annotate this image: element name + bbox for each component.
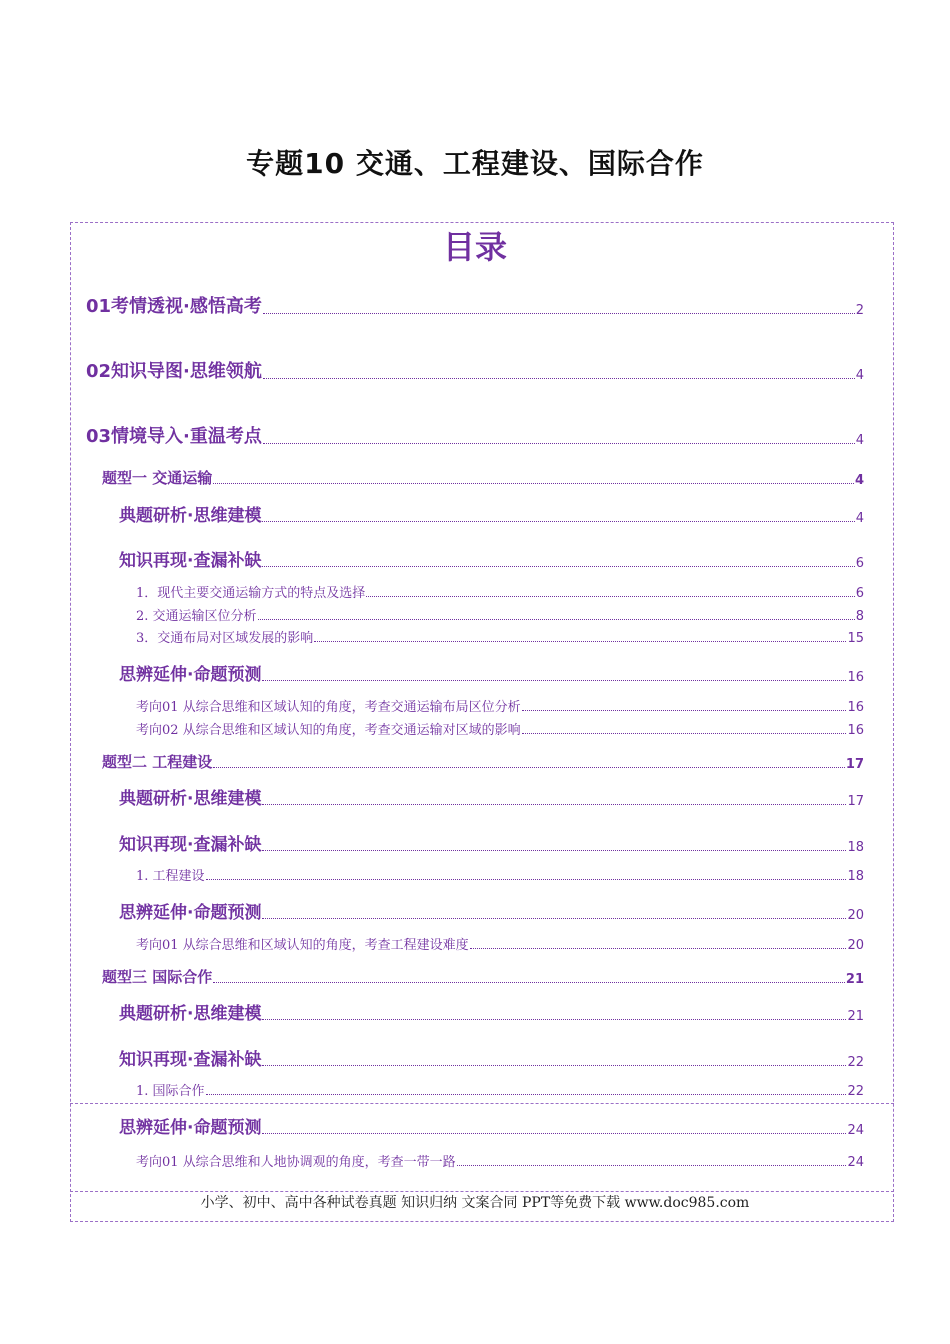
toc-entry[interactable] (102, 751, 864, 772)
toc-leader (457, 1165, 847, 1166)
toc-entry-label: 01考情透视·感悟高考 (86, 296, 262, 317)
page-title: 专题10 交通、工程建设、国际合作 (246, 147, 704, 180)
toc-leader (263, 313, 855, 314)
toc-entry[interactable] (119, 830, 864, 855)
toc-entry[interactable] (136, 627, 864, 646)
toc-entry[interactable] (136, 582, 864, 601)
toc-entry-label: 典题研析·思维建模 (119, 506, 262, 526)
toc-leader (470, 948, 847, 949)
toc-entry-label: 3．交通布局对区域发展的影响 (136, 631, 314, 646)
toc-entry-label: 1．现代主要交通运输方式的特点及选择 (136, 586, 366, 601)
toc-entry-label: 1. 国际合作 (136, 1084, 205, 1099)
toc-entry[interactable] (119, 784, 864, 809)
toc-entry-page: 18 (847, 869, 864, 884)
toc-entry[interactable] (136, 865, 864, 884)
toc-leader (263, 378, 855, 379)
toc-entry-label: 思辨延伸·命题预测 (119, 1118, 262, 1138)
toc-leader (258, 619, 855, 620)
toc-leader (366, 596, 854, 597)
toc-leader (314, 641, 846, 642)
toc-entry[interactable] (119, 999, 864, 1024)
toc-entry-page: 15 (847, 631, 864, 646)
toc-entry-page: 6 (855, 586, 864, 601)
toc-heading: 目录 (442, 228, 507, 266)
toc-entry[interactable] (86, 422, 864, 448)
toc-entry-label: 思辨延伸·命题预测 (119, 665, 262, 685)
toc-entry[interactable] (136, 605, 864, 624)
toc-entry[interactable] (119, 501, 864, 526)
toc-entry-label: 典题研析·思维建模 (119, 1004, 262, 1024)
toc-entry-page: 20 (847, 938, 864, 953)
toc-entry-label: 知识再现·查漏补缺 (119, 551, 262, 571)
toc-leader (213, 982, 845, 983)
toc-entry-label: 典题研析·思维建模 (119, 789, 262, 809)
toc-entry-label: 题型一 交通运输 (102, 469, 213, 487)
toc-entry-page: 18 (847, 840, 864, 855)
toc-entry[interactable] (119, 1113, 864, 1138)
toc-entry-page: 21 (845, 972, 864, 987)
toc-entry[interactable] (119, 898, 864, 923)
toc-leader (262, 680, 846, 681)
toc-entry-page: 22 (847, 1084, 864, 1099)
toc-entry-label: 知识再现·查漏补缺 (119, 835, 262, 855)
toc-entry[interactable] (136, 934, 864, 953)
toc-entry-label: 题型二 工程建设 (102, 753, 213, 771)
footer-banner: 小学、初中、高中各种试卷真题 知识归纳 文案合同 PPT等免费下载 www.doc985.com (200, 1195, 750, 1211)
toc-entry-page: 2 (855, 303, 864, 318)
toc-entry-label: 1. 工程建设 (136, 869, 205, 884)
toc-entry-page: 8 (855, 609, 864, 624)
toc-entry[interactable] (119, 546, 864, 571)
toc-entry-page: 6 (855, 556, 864, 571)
toc-leader (213, 767, 845, 768)
toc-entry-label: 考向01 从综合思维和区域认知的角度，考查工程建设难度 (136, 938, 469, 953)
toc-entry-page: 4 (854, 473, 864, 488)
toc-entry-page: 17 (845, 757, 864, 772)
toc-entry-page: 16 (847, 670, 864, 685)
toc-leader (213, 483, 854, 484)
toc-leader (262, 1133, 846, 1134)
toc-entry-page: 20 (847, 908, 864, 923)
toc-entry-page: 4 (855, 368, 864, 383)
toc-leader (262, 1019, 846, 1020)
toc-leader (206, 879, 847, 880)
toc-entry[interactable] (136, 1080, 864, 1099)
toc-entry[interactable] (86, 292, 864, 318)
toc-entry-label: 思辨延伸·命题预测 (119, 903, 262, 923)
toc-entry-page: 24 (847, 1123, 864, 1138)
toc-entry[interactable] (119, 660, 864, 685)
toc-leader (206, 1094, 847, 1095)
toc-entry[interactable] (86, 357, 864, 383)
toc-entry-page: 22 (847, 1055, 864, 1070)
toc-leader (262, 566, 854, 567)
toc-entry[interactable] (102, 966, 864, 987)
toc-entry-label: 2. 交通运输区位分析 (136, 609, 257, 624)
toc-leader (263, 443, 855, 444)
toc-leader (522, 733, 847, 734)
toc-entry-label: 03情境导入·重温考点 (86, 426, 262, 447)
toc-entry[interactable] (119, 1045, 864, 1070)
toc-leader (262, 850, 846, 851)
toc-entry-page: 4 (855, 511, 864, 526)
toc-entry-label: 题型三 国际合作 (102, 968, 213, 986)
toc-entry-page: 24 (847, 1155, 864, 1170)
toc-leader (262, 521, 854, 522)
toc-leader (262, 1065, 846, 1066)
toc-entry[interactable] (136, 696, 864, 715)
toc-entry-label: 考向01 从综合思维和人地协调观的角度，考查一带一路 (136, 1155, 456, 1170)
toc-entry-page: 17 (847, 794, 864, 809)
toc-entry[interactable] (136, 1151, 864, 1170)
toc-entry-label: 知识再现·查漏补缺 (119, 1050, 262, 1070)
toc-entry[interactable] (102, 467, 864, 488)
toc-entry-label: 02知识导图·思维领航 (86, 361, 262, 382)
toc-entry-label: 考向02 从综合思维和区域认知的角度，考查交通运输对区域的影响 (136, 723, 521, 738)
toc-leader (262, 918, 846, 919)
toc-leader (522, 710, 847, 711)
toc-entry-page: 16 (847, 700, 864, 715)
toc-entry-page: 21 (847, 1009, 864, 1024)
toc-entry-page: 16 (847, 723, 864, 738)
toc-entry-page: 4 (855, 433, 864, 448)
toc-entry[interactable] (136, 719, 864, 738)
toc-entry-label: 考向01 从综合思维和区域认知的角度，考查交通运输布局区位分析 (136, 700, 521, 715)
toc-leader (262, 804, 846, 805)
